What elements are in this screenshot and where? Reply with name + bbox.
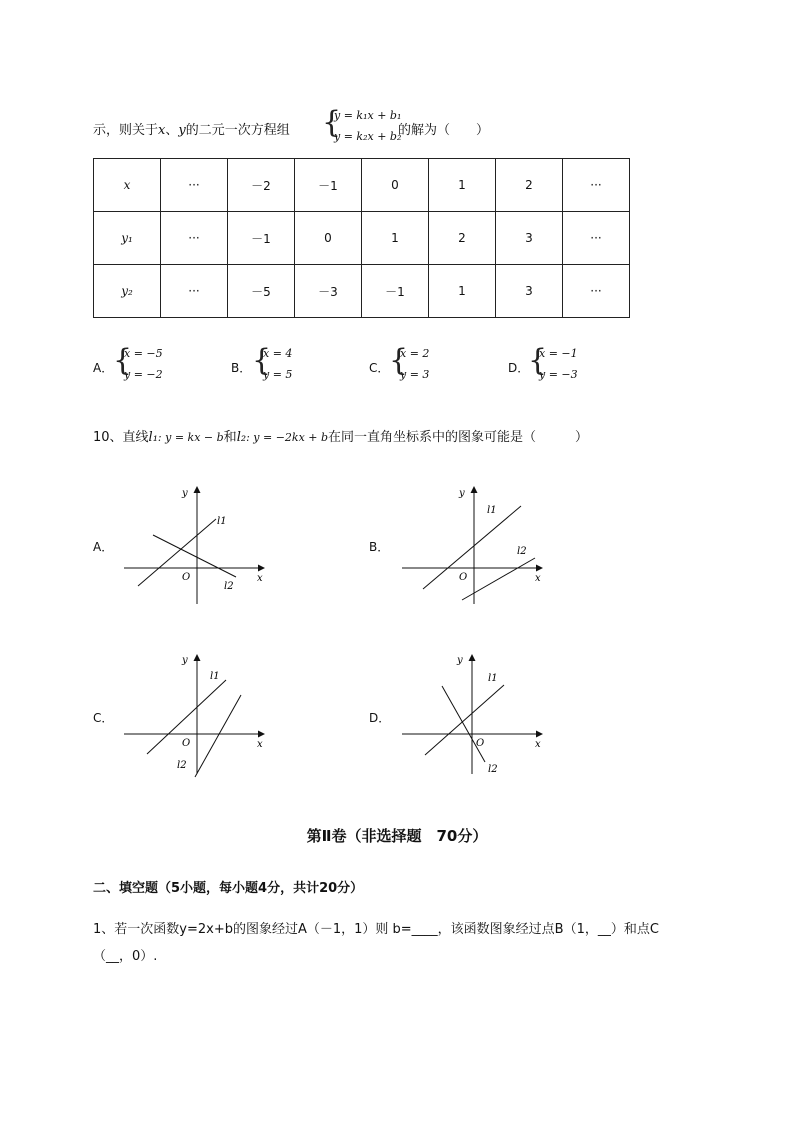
q10-l1-eq: : y = kx − b	[157, 431, 224, 444]
table-row	[94, 159, 630, 212]
option-eq2: y = −3	[539, 368, 578, 381]
option-brace: {	[389, 343, 409, 378]
table-cell: －3	[295, 265, 362, 318]
q9-sep: 、	[165, 123, 179, 138]
origin-label: O	[182, 738, 191, 749]
option-brace: {	[528, 343, 548, 378]
origin-label: O	[182, 572, 191, 583]
y-axis-label: y	[459, 488, 465, 499]
l2-label: l2	[177, 760, 187, 771]
q10-and: 和	[223, 430, 237, 445]
option-brace: {	[252, 343, 272, 378]
option-eq2: y = −2	[124, 368, 163, 381]
table-row	[94, 265, 630, 318]
graph-b-label[interactable]: B．	[369, 540, 390, 554]
q10-l1-name: l₁	[148, 430, 158, 445]
option-eq1: x = 4	[263, 347, 293, 360]
q9-var-x: x	[158, 123, 166, 138]
table-cell: ···	[161, 265, 228, 318]
x-axis-label: x	[257, 739, 263, 750]
option-label: B．	[231, 361, 252, 375]
graph-d	[396, 650, 556, 780]
l2-label: l2	[224, 581, 234, 592]
q9-eq2: y = k₂x + b₂	[334, 130, 402, 143]
table-cell: －2	[228, 159, 295, 212]
q9-eq1: y = k₁x + b₁	[334, 109, 402, 122]
graph-a-label[interactable]: A．	[93, 540, 114, 554]
q10-l2-eq: : y = −2kx + b	[246, 431, 329, 444]
line-l1	[425, 685, 504, 755]
option-eq1: x = −5	[124, 347, 163, 360]
option-label: C．	[369, 361, 390, 375]
line-l2	[153, 535, 236, 577]
table-cell: 1	[429, 159, 496, 212]
table-cell: x	[94, 159, 161, 212]
q10-number: 10、直线	[93, 430, 149, 445]
l2-label: l2	[488, 764, 498, 775]
table-cell: 0	[362, 159, 429, 212]
x-axis-label: x	[257, 573, 263, 584]
table-cell: 3	[496, 265, 563, 318]
table-row	[94, 212, 630, 265]
option-brace: {	[113, 343, 133, 378]
table-cell: ···	[563, 159, 630, 212]
table-cell: ···	[161, 212, 228, 265]
fill-q1-line2: （__，0）.	[93, 949, 158, 964]
table-cell: 1	[362, 212, 429, 265]
fill-blank-section-title: 二、填空题（5小题，每小题4分，共计20分）	[93, 881, 364, 896]
graph-c	[118, 650, 278, 780]
l1-label: l1	[210, 671, 220, 682]
q9-intro	[93, 119, 290, 138]
graph-d-label[interactable]: D．	[369, 711, 391, 725]
option-eq1: x = −1	[539, 347, 578, 360]
graph-a	[118, 482, 278, 607]
table-cell: ···	[563, 212, 630, 265]
table-cell: －5	[228, 265, 295, 318]
table-cell: －1	[295, 159, 362, 212]
q9-equation-system	[322, 106, 402, 146]
q10-stem	[93, 426, 588, 445]
option-eq2: y = 5	[263, 368, 293, 381]
q9-intro-before: 示，则关于	[93, 123, 159, 138]
line-l1	[138, 519, 216, 586]
table-cell: －1	[228, 212, 295, 265]
q10-l2-name: l₂	[236, 430, 247, 445]
table-cell: ···	[161, 159, 228, 212]
graph-b	[396, 482, 556, 607]
q9-var-y: y	[178, 123, 186, 138]
l1-label: l1	[488, 673, 498, 684]
option-eq2: y = 3	[400, 368, 430, 381]
table-cell: 1	[429, 265, 496, 318]
y-axis-label: y	[182, 488, 188, 499]
table-cell: 2	[429, 212, 496, 265]
x-axis-label: x	[535, 739, 541, 750]
table-cell: 0	[295, 212, 362, 265]
line-l1	[423, 506, 521, 589]
y-axis-label: y	[182, 655, 188, 666]
line-l2	[195, 695, 241, 777]
y-axis-label: y	[457, 655, 463, 666]
table-cell: y₁	[94, 212, 161, 265]
l2-label: l2	[517, 546, 527, 557]
q10-tail: 在同一直角坐标系中的图象可能是（ ）	[328, 430, 589, 445]
part2-title: 第Ⅱ卷（非选择题 70分）	[306, 827, 488, 845]
option-label: D．	[508, 361, 530, 375]
fill-q1-line1: 1、若一次函数y=2x+b的图象经过A（－1，1）则 b=____，该函数图象经过点B（1，__）和点C	[93, 922, 659, 937]
origin-label: O	[459, 572, 468, 583]
x-axis-label: x	[535, 573, 541, 584]
l1-label: l1	[217, 516, 227, 527]
option-label: A．	[93, 361, 114, 375]
q9-brace: {	[322, 105, 342, 140]
q9-intro-after: 的二元一次方程组	[185, 123, 290, 138]
graph-c-label[interactable]: C．	[93, 711, 114, 725]
option-eq1: x = 2	[400, 347, 430, 360]
q9-table	[93, 158, 630, 318]
l1-label: l1	[487, 505, 497, 516]
table-cell: 2	[496, 159, 563, 212]
table-cell: y₂	[94, 265, 161, 318]
table-cell: ···	[563, 265, 630, 318]
origin-label: O	[476, 738, 485, 749]
line-l2	[462, 558, 535, 600]
line-l2	[442, 686, 485, 762]
table-cell: －1	[362, 265, 429, 318]
table-cell: 3	[496, 212, 563, 265]
q9-ask: 的解为（ ）	[398, 123, 490, 138]
